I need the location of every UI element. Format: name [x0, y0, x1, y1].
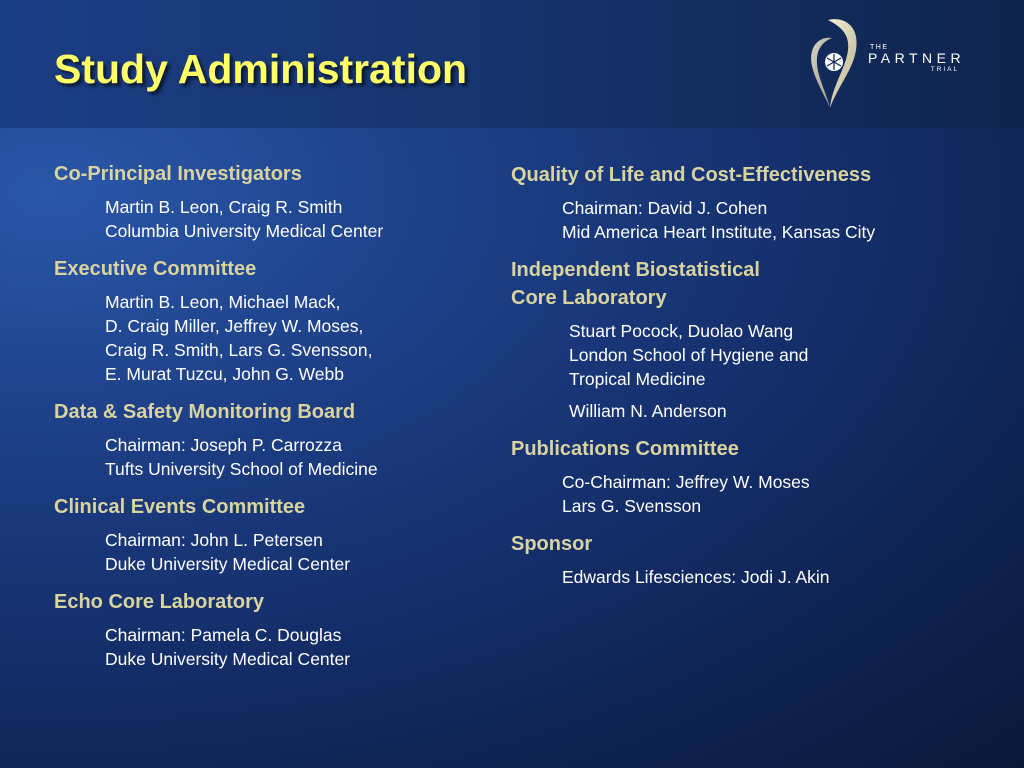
section-heading: Publications Committee — [511, 438, 739, 460]
section-heading: Data & Safety Monitoring Board — [54, 401, 356, 423]
section-body — [511, 470, 991, 518]
body-line: Chairman: David J. Cohen — [562, 198, 768, 218]
body-line: D. Craig Miller, Jeffrey W. Moses, — [105, 316, 364, 336]
heading-line: Independent Biostatistical — [511, 259, 760, 281]
section-co-principal-investigators — [54, 160, 494, 243]
section-biostatistical-core-lab — [511, 256, 991, 423]
heading-line: Core Laboratory — [511, 287, 667, 309]
section-body — [54, 195, 494, 243]
section-heading: Sponsor — [511, 533, 593, 555]
body-line: Martin B. Leon, Craig R. Smith — [105, 197, 343, 217]
section-heading: Quality of Life and Cost-Effectiveness — [511, 164, 872, 186]
section-body — [54, 623, 494, 671]
heart-valve-logo-icon — [806, 16, 866, 112]
section-body — [54, 433, 494, 481]
body-line: Craig R. Smith, Lars G. Svensson, — [105, 340, 373, 360]
section-body — [511, 319, 991, 423]
body-line: Duke University Medical Center — [105, 649, 351, 669]
body-line: Chairman: Joseph P. Carrozza — [105, 435, 343, 455]
body-line: Duke University Medical Center — [105, 554, 351, 574]
logo-the: THE — [870, 44, 889, 51]
section-heading: Clinical Events Committee — [54, 496, 306, 518]
body-line: Mid America Heart Institute, Kansas City — [562, 222, 876, 242]
section-heading: Co-Principal Investigators — [54, 163, 302, 185]
body-line: Tufts University School of Medicine — [105, 459, 378, 479]
body-line: London School of Hygiene and — [569, 345, 809, 365]
section-heading — [511, 256, 991, 312]
section-body — [511, 565, 991, 589]
left-column — [54, 160, 494, 683]
slide-title: Study Administration — [54, 46, 468, 92]
body-line: Tropical Medicine — [569, 369, 706, 389]
body-line: Stuart Pocock, Duolao Wang — [569, 321, 794, 341]
section-quality-of-life — [511, 161, 991, 244]
section-data-safety-monitoring-board — [54, 398, 494, 481]
section-body — [54, 290, 494, 386]
body-line: William N. Anderson — [569, 401, 727, 421]
section-heading: Echo Core Laboratory — [54, 591, 265, 613]
logo-trial: TRIAL — [930, 66, 960, 73]
body-line: Edwards Lifesciences: Jodi J. Akin — [562, 567, 830, 587]
body-line: E. Murat Tuzcu, John G. Webb — [105, 364, 344, 384]
section-heading: Executive Committee — [54, 258, 257, 280]
logo-wordmark — [868, 44, 965, 73]
body-line: Martin B. Leon, Michael Mack, — [105, 292, 341, 312]
section-sponsor — [511, 530, 991, 589]
section-body — [511, 196, 991, 244]
body-line: Co-Chairman: Jeffrey W. Moses — [562, 472, 810, 492]
right-column — [511, 161, 991, 601]
body-line: Chairman: John L. Petersen — [105, 530, 323, 550]
body-line: Columbia University Medical Center — [105, 221, 384, 241]
body-line: Lars G. Svensson — [562, 496, 702, 516]
logo-partner: PARTNER — [868, 50, 966, 66]
section-body — [54, 528, 494, 576]
partner-trial-logo — [806, 16, 1006, 116]
section-echo-core-laboratory — [54, 588, 494, 671]
body-line: Chairman: Pamela C. Douglas — [105, 625, 342, 645]
section-clinical-events-committee — [54, 493, 494, 576]
section-publications-committee — [511, 435, 991, 518]
section-executive-committee — [54, 255, 494, 386]
